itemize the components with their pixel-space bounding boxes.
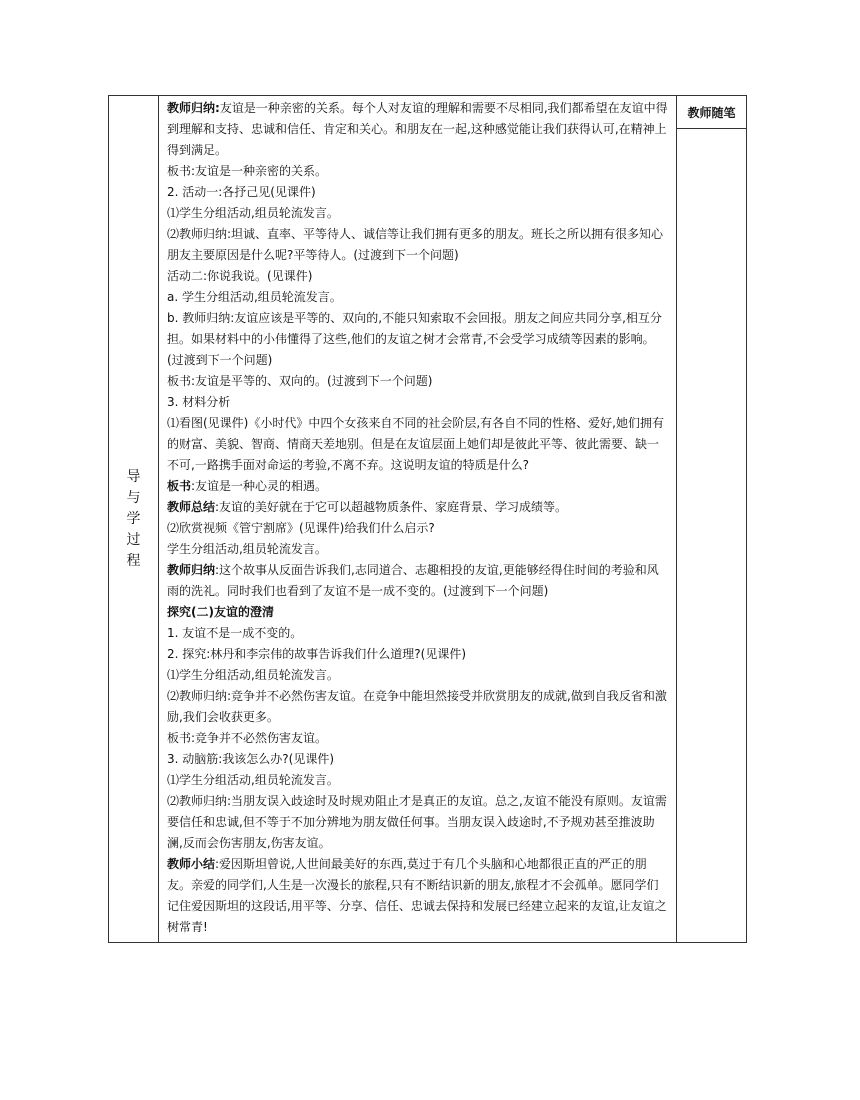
content-line-text: 2. 探究:林丹和李宗伟的故事告诉我们什么道理?(见课件) [167,647,467,661]
content-line [167,560,670,602]
content-line [167,623,670,644]
content-line [167,182,670,203]
content-line [167,497,670,518]
content-line-text: ⑵教师归纳:竞争并不必然伤害友谊。在竞争中能坦然接受并欣赏朋友的成就,做到自我反省和激励,我们会收获更多。 [167,689,667,724]
content-line-text: 友谊是一种亲密的关系。每个人对友谊的理解和需要不尽相同,我们都希望在友谊中得到理解和支持、忠诚和信任、肯定和关心。和朋友在一起,这种感觉能让我们获得认可,在精神上得到满足。 [167,101,668,157]
content-line [167,224,670,266]
content-line-lead: 教师小结 [167,857,216,871]
section-label-cell [109,96,159,943]
content-line-text: :友谊的美好就在于它可以超越物质条件、家庭背景、学习成绩等。 [215,500,568,514]
content-line [167,602,670,623]
content-line-text: :这个故事从反面告诉我们,志同道合、志趣相投的友谊,更能够经得住时间的考验和风雨的洗礼。同时我们也看到了友谊不是一成不变的。(过渡到下一个问题) [167,563,659,598]
content-line [167,476,670,497]
content-line-text: ⑵欣赏视频《管宁割席》(见课件)给我们什么启示? [167,521,435,535]
content-line [167,203,670,224]
content-line-text: 2. 活动一:各抒己见(见课件) [167,185,316,199]
content-line-lead: 教师总结 [167,500,216,514]
content-line-text: 学生分组活动,组员轮流发言。 [167,542,327,556]
content-line-lead: 教师归纳 [167,563,216,577]
content-line-text: :友谊是一种心灵的相遇。 [191,479,328,493]
table-row [109,96,747,943]
content-line-text: 板书:竞争并不必然伤害友谊。 [167,731,328,745]
process-content [159,96,677,943]
content-line [167,266,670,287]
content-line [167,371,670,392]
content-line [167,728,670,749]
content-line [167,98,670,161]
content-line-text: 板书:友谊是一种亲密的关系。 [167,164,328,178]
teacher-notes-header: 教师随笔 [677,96,746,129]
lesson-table [108,95,747,943]
content-line [167,686,670,728]
content-line [167,413,670,476]
content-line [167,770,670,791]
content-line-text: b. 教师归纳:友谊应该是平等的、双向的,不能只知索取不会回报。朋友之间应共同分享,相互分担。如果材料中的小伟懂得了这些,他们的友谊之树才会常青,不会受学习成绩等因素的影响。(过渡到下一个问题) [167,311,662,367]
content-line-text: 3. 动脑筋:我该怎么办?(见课件) [167,752,335,766]
content-line-lead: 探究(二)友谊的澄清 [167,605,274,619]
content-line [167,308,670,371]
content-line [167,392,670,413]
content-line-text: a. 学生分组活动,组员轮流发言。 [167,290,342,304]
content-line [167,161,670,182]
content-line-text: :爱因斯坦曾说,人世间最美好的东西,莫过于有几个头脑和心地都很正直的严正的朋友。亲爱的同学们,人生是一次漫长的旅程,只有不断结识新的朋友,旅程才不会孤单。愿同学们记住爱因斯坦的这段话,用平等、分享、信任、忠诚去保持和发展已经建立起来的友谊,让友谊之树常青! [167,857,667,934]
content-line-lead: 教师归纳: [167,101,220,115]
content-line [167,791,670,854]
teacher-notes-column [677,96,747,943]
content-line-lead: 板书 [167,479,192,493]
content-line-text: ⑵教师归纳:坦诚、直率、平等待人、诚信等让我们拥有更多的朋友。班长之所以拥有很多知心朋友主要原因是什么呢?平等待人。(过渡到下一个问题) [167,227,664,262]
content-line-text: 活动二:你说我说。(见课件) [167,269,313,283]
content-line [167,518,670,539]
content-line [167,854,670,938]
content-line-text: 板书:友谊是平等的、双向的。(过渡到下一个问题) [167,374,433,388]
content-line-text: 1. 友谊不是一成不变的。 [167,626,303,640]
content-line-text: ⑴学生分组活动,组员轮流发言。 [167,668,339,682]
content-line-text: ⑴看图(见课件)《小时代》中四个女孩来自不同的社会阶层,有各自不同的性格、爱好,她们拥有的财富、美貌、智商、情商天差地别。但是在友谊层面上她们却是彼此平等、彼此需要、缺一不可,一路携手面对命运的考验,不离不弃。这说明友谊的特质是什么? [167,416,664,472]
content-line [167,644,670,665]
content-line [167,665,670,686]
content-line-text: ⑵教师归纳:当朋友误入歧途时及时规劝阻止才是真正的友谊。总之,友谊不能没有原则。友谊需要信任和忠诚,但不等于不加分辨地为朋友做任何事。当朋友误入歧途时,不予规劝甚至推波助澜,反而会伤害朋友,伤害友谊。 [167,794,667,850]
content-line [167,749,670,770]
content-line-text: ⑴学生分组活动,组员轮流发言。 [167,206,339,220]
content-line [167,539,670,560]
section-label: 导与学过程 [126,468,141,569]
content-line [167,287,670,308]
content-line-text: 3. 材料分析 [167,395,231,409]
content-line-text: ⑴学生分组活动,组员轮流发言。 [167,773,339,787]
